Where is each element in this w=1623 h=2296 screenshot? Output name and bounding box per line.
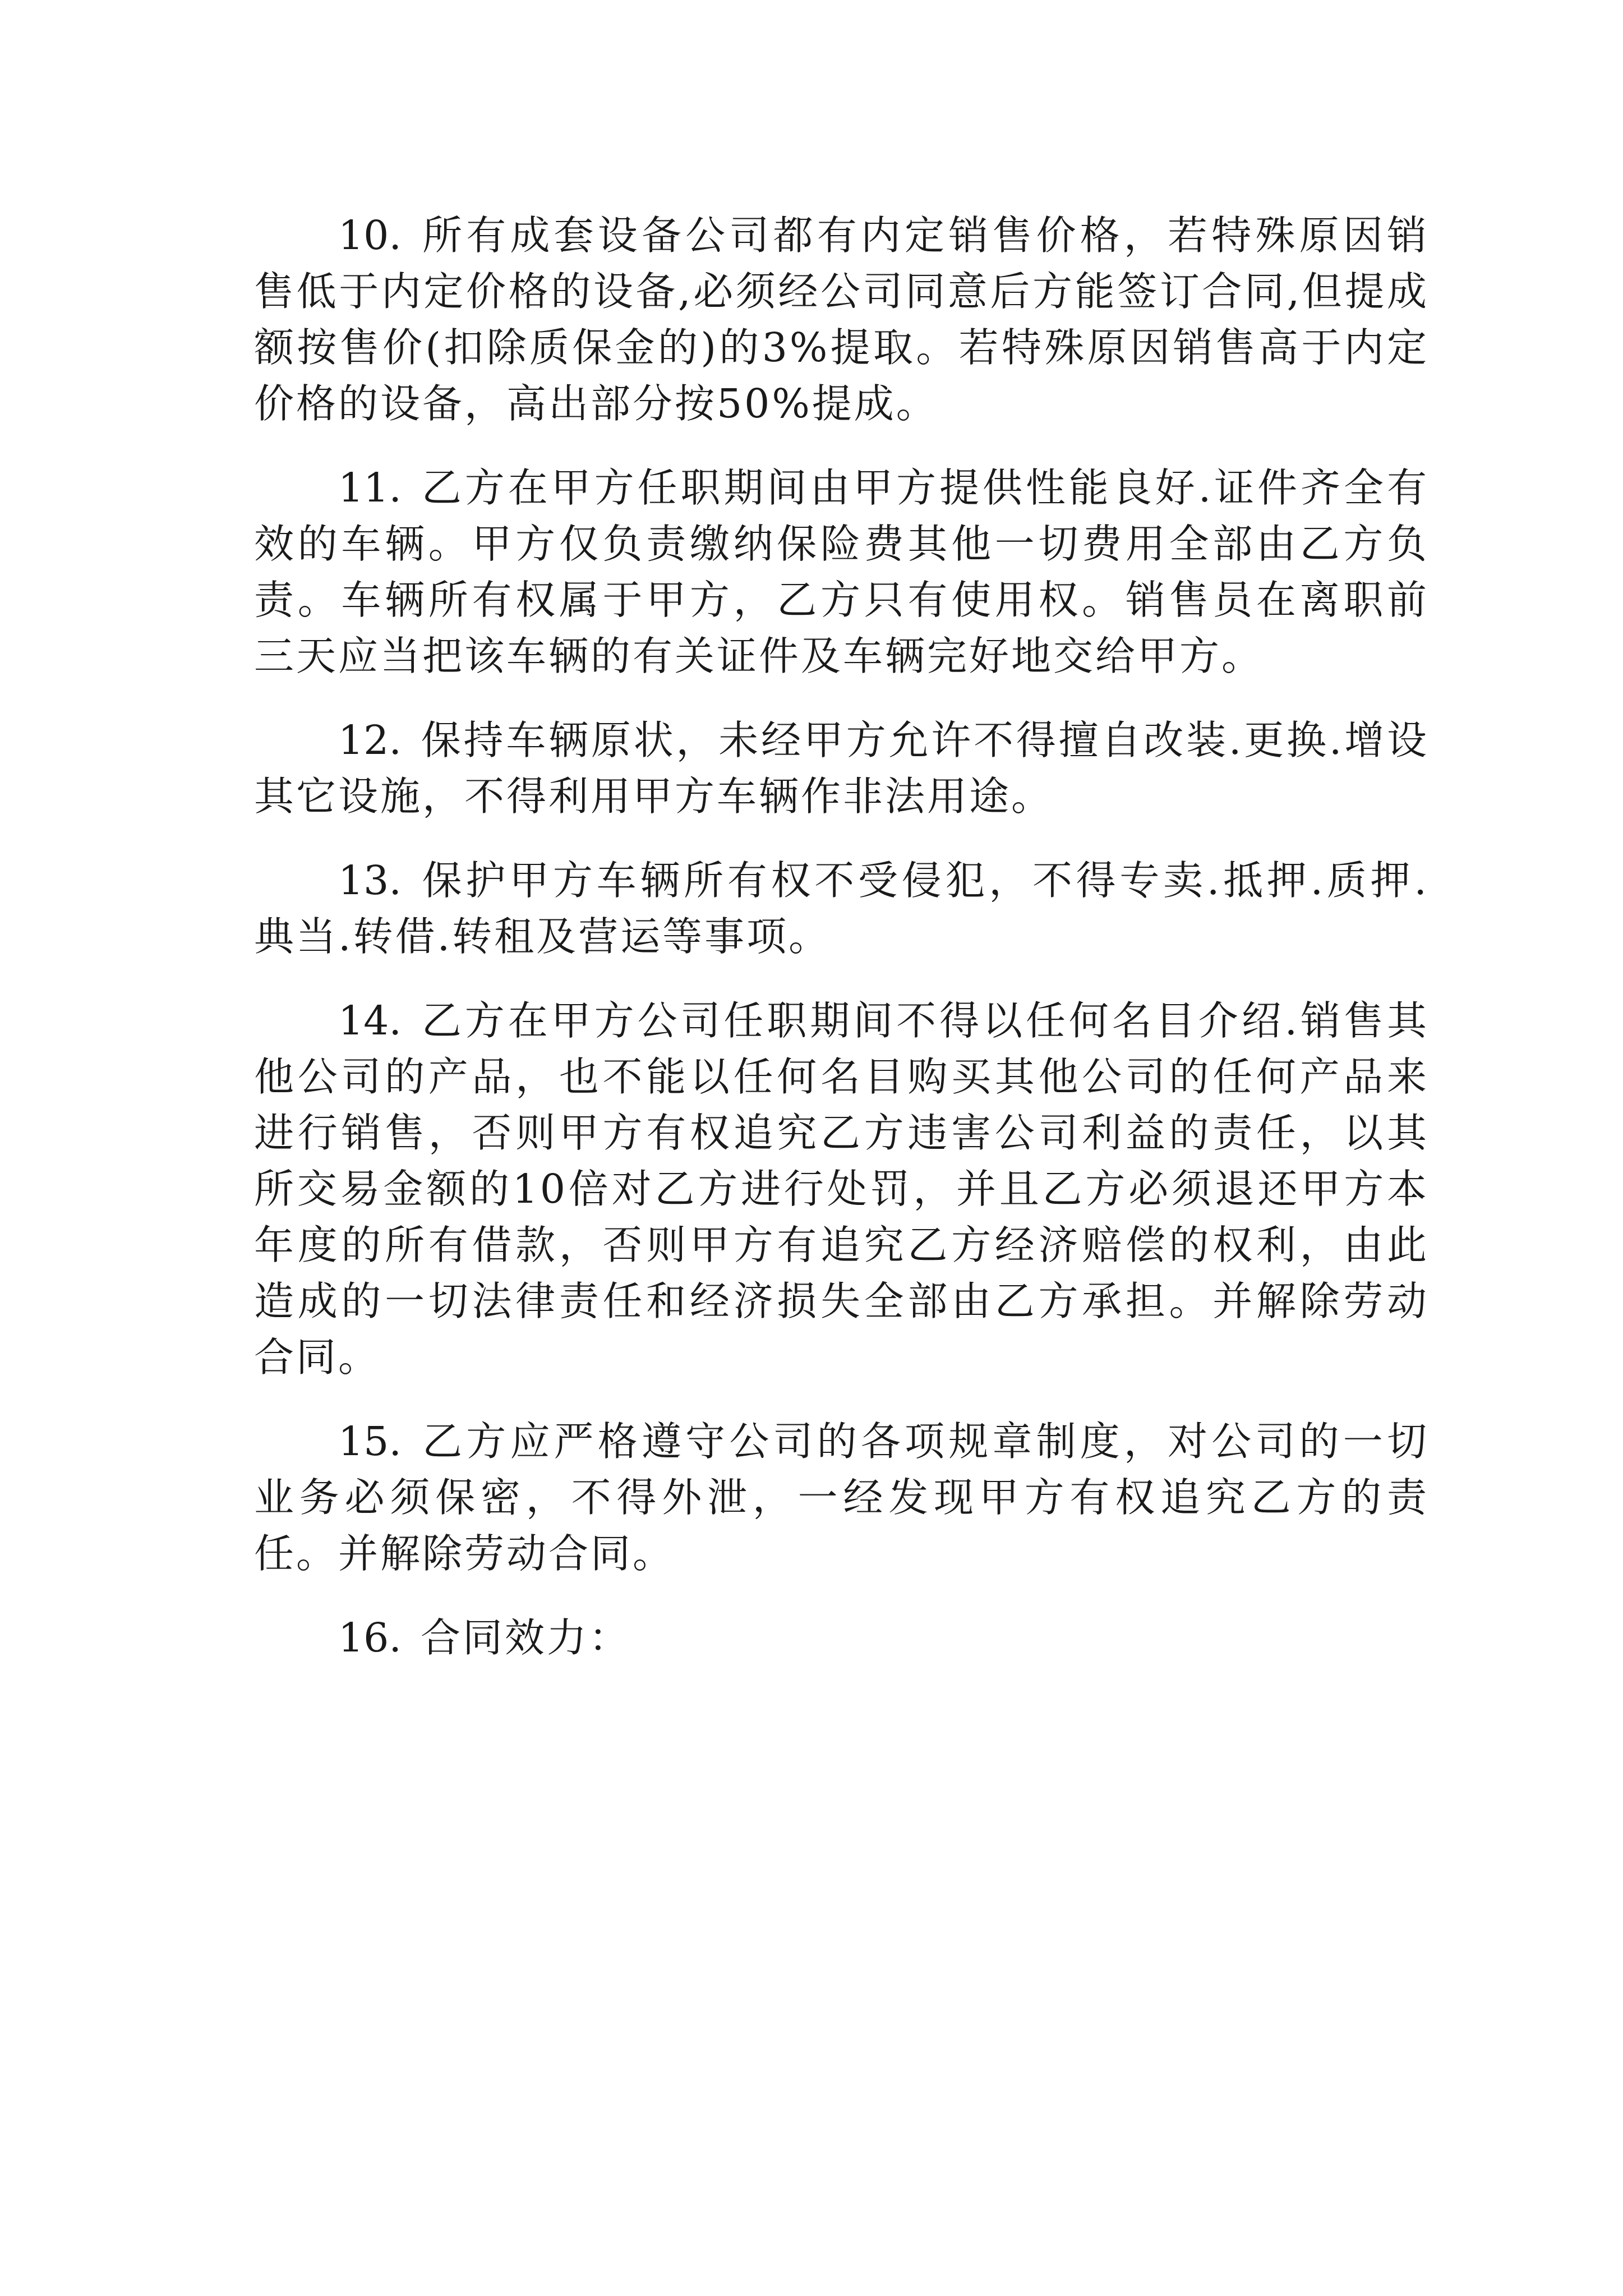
clause-text: 保护甲方车辆所有权不受侵犯，不得专卖.抵押.质押.典当.转借.转租及营运等事项。	[254, 857, 1429, 960]
clause-number: 15.	[338, 1418, 402, 1465]
clause-number: 13.	[338, 857, 402, 904]
clause-number: 11.	[338, 464, 402, 511]
clause-12	[254, 712, 1429, 825]
clause-number: 12.	[338, 717, 402, 763]
clause-13	[254, 853, 1429, 965]
clause-text: 乙方在甲方公司任职期间不得以任何名目介绍.销售其他公司的产品，也不能以任何名目购买其他公司的任何产品来进行销售，否则甲方有权追究乙方违害公司利益的责任，以其所交易金额的10倍对乙方进行处罚，并且乙方必须退还甲方本年度的所有借款，否则甲方有追究乙方经济赔偿的权利，由此造成的一切法律责任和经济损失全部由乙方承担。并解除劳动合同。	[254, 997, 1429, 1381]
clause-text: 乙方在甲方任职期间由甲方提供性能良好.证件齐全有效的车辆。甲方仅负责缴纳保险费其他一切费用全部由乙方负责。车辆所有权属于甲方，乙方只有使用权。销售员在离职前三天应当把该车辆的有关证件及车辆完好地交给甲方。	[254, 464, 1429, 679]
clause-number: 16.	[338, 1614, 402, 1661]
clause-text: 保持车辆原状，未经甲方允许不得擅自改装.更换.增设其它设施，不得利用甲方车辆作非法用途。	[254, 717, 1429, 820]
clause-number: 14.	[338, 997, 402, 1044]
clause-number: 10.	[338, 212, 402, 259]
clause-text: 乙方应严格遵守公司的各项规章制度，对公司的一切业务必须保密，不得外泄，一经发现甲方有权追究乙方的责任。并解除劳动合同。	[254, 1418, 1429, 1577]
clause-14	[254, 993, 1429, 1386]
clause-16	[254, 1610, 1429, 1666]
clause-11	[254, 460, 1429, 684]
clause-15	[254, 1414, 1429, 1582]
clause-text: 所有成套设备公司都有内定销售价格，若特殊原因销售低于内定价格的设备,必须经公司同意后方能签订合同,但提成额按售价(扣除质保金的)的3%提取。若特殊原因销售高于内定价格的设备，高出部分按50%提成。	[254, 212, 1429, 427]
document-body	[254, 208, 1429, 1694]
clause-text: 合同效力：	[420, 1614, 631, 1661]
clause-10	[254, 208, 1429, 432]
